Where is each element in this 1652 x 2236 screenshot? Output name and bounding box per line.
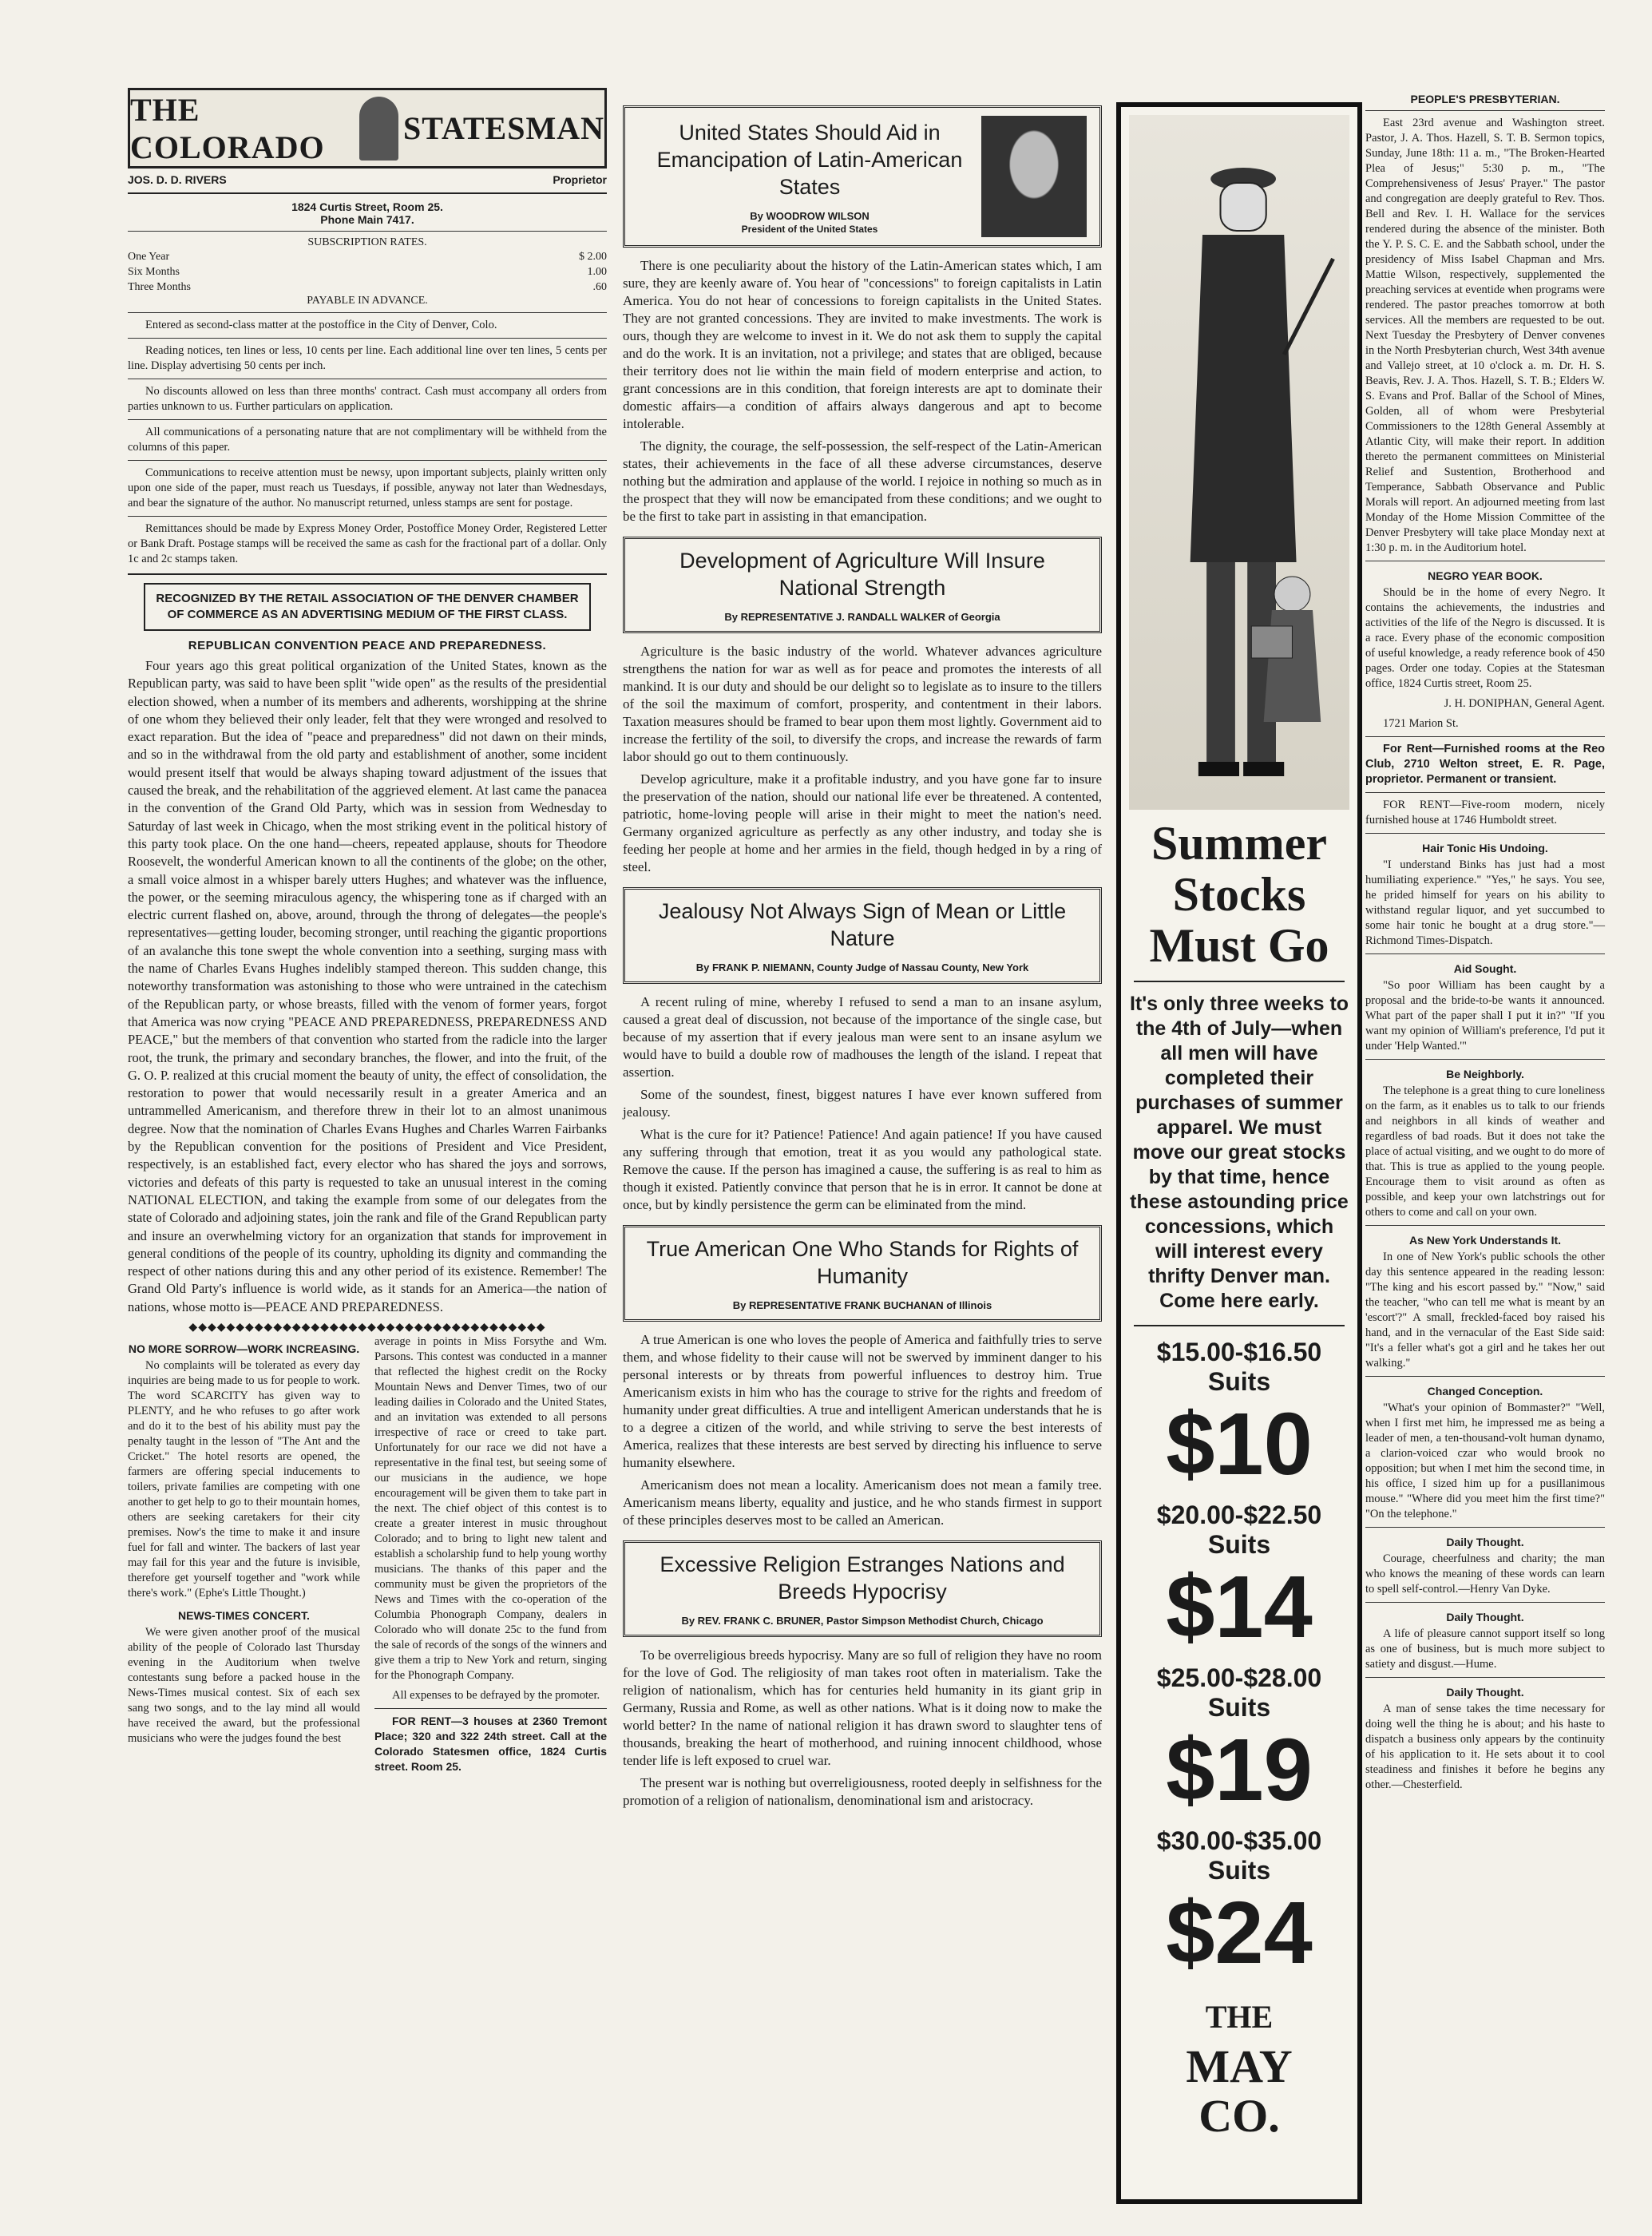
liberty-emblem-icon: [359, 97, 398, 161]
payable-note: PAYABLE IN ADVANCE.: [307, 295, 428, 307]
item: Daily Thought. Courage, cheerfulness and charity; the man who knows the meaning of these words can learn to spell self-control.—Henry Van Dyke.: [1365, 1536, 1605, 1596]
offer: $25.00-$28.00 Suits $19: [1121, 1663, 1357, 1818]
yearbook-text: Should be in the home of every Negro. It contains the achievements, the industries and activities of the life of the Negro is discussed. It is a race. Every phase of the economic composition of useful knowledge, a ready reference book of 450 pages. Order one today. Copies at the Statesman office, 1824 Curtis street, Room 25.: [1365, 586, 1605, 690]
notice: Communications to receive attention must be newsy, upon important subjects, plainly written only upon one side of the paper, must reach us Tuesdays, if possible, anyway not later than Wednesdays, and bear the signature of the author. No manuscript returned, unless stamps are sent for postage.: [128, 466, 607, 509]
article-paragraph: A true American is one who loves the people of America and faithfully tries to serve them, and whose fidelity to their cause will not be swerved by imminent danger to his personal interests or by threats from powerful influences to destroy him. True Americanism exists in him who has the courage to strive for the rights and freedom of humanity under great difficulties. A true and intelligent American understands that he is to a degree a citizen of the world, and while striving to serve the best interests of America, realizes that these interests are best served by directing his influence to serve humanity elsewhere.: [623, 1332, 1102, 1470]
article-paragraph: Some of the soundest, finest, biggest natures I have ever known suffered from jealousy.: [623, 1087, 1102, 1120]
yearbook-heading: NEGRO YEAR BOOK.: [1428, 569, 1543, 582]
proprietor-line: [128, 173, 607, 186]
article-paragraph: Agriculture is the basic industry of the world. Whatever advances agriculture strengthens the nation for war as well as for peace and promotes the interests of all mankind. It is our duty and should be our delight so to legislate as to insure to the tillers of the soil the maximum of comfort, prosperity, and contentment in their labors. Taxation measures should be framed to bear upon them most lightly. Government aid to increase the fertility of the soil, to diversify the crops, and increase the rewards of farm labor should go out to them continuously.: [623, 644, 1102, 764]
recognized-box: RECOGNIZED BY THE RETAIL ASSOCIATION OF THE DENVER CHAMBER OF COMMERCE AS AN ADVERTISING MEDIUM OF THE FIRST CLASS.: [144, 583, 591, 631]
article-paragraph: A recent ruling of mine, whereby I refused to send a man to an insane asylum, caused a great deal of discussion, not because of the importance of the single case, but because of my assertion that if every jealous man were sent to an insane asylum we would have to build a double row of madhouses the length of the island. I repeat that assertion.: [623, 994, 1102, 1080]
rate-row: One Year $ 2.00: [128, 251, 607, 263]
article-header: [623, 887, 1102, 984]
item: Daily Thought. A man of sense takes the time necessary for doing well the thing he is about; and his haste to dispatch a business only appears by the continuity of his application to it. He sets about it to cool steadiness and finishes it before he begins any other.—Chesterfield.: [1365, 1686, 1605, 1791]
left-column: [128, 88, 607, 1779]
offer-price: $14: [1166, 1558, 1313, 1656]
subscription-heading: SUBSCRIPTION RATES.: [307, 236, 427, 248]
rate-row: Three Months .60: [128, 281, 607, 293]
article-title: Development of Agriculture Will Insure National Strength: [679, 549, 1045, 600]
article-header: [623, 1540, 1102, 1637]
notice: Reading notices, ten lines or less, 10 cents per line. Each additional line over ten lines, 5 cents per line. Display advertising 50 cents per inch.: [128, 344, 607, 372]
church-text: East 23rd avenue and Washington street. Pastor, J. A. Thos. Hazell, S. T. B. Sermon topics, Sunday, June 18th: 11 a. m., "The Broken-Hearted Plea of Jesus;" 5:30 p. m., "The Comprehensiveness of Jesus' Prayer." The pastor and congregation are deeply grateful to Rev. Thos. Bell and Rev. I. H. Wallace for the services rendered during the absence of the minister. Both the Y. P. S. C. E. and the Sabbath school, under the presidency of Miss Isabel Chapman and Mrs. Mattie Wilson, respectively, supplemented the preaching services at eventide when programs were rendered. The pastor preaches tomorrow at both services. All the members are requested to be out. Next Tuesday the Presbytery of Denver convenes in the North Presbyterian church, West 34th avenue and Vallejo street, at 10 o'clock a. m. Dr. H. S. Beavis, Rev. J. A. Thos. Hazell, S. T. B.; Elders W. S. Evans and Prof. Ballar of the School of Mines, Golden, all of whom were Presbyterial Commissioners to the 128th General Assembly at Atlantic City, will make their report. In addition thereto the permanent committees on Ministerial Relief and Sustention, Brotherhood and Temperance, Sabbath Observance and Public Morals will report. An adjourned meeting from last Monday of the Home Mission Committee of the Denver Presbytery will take place Monday next at 1:30 p. m. in the Auditorium hotel.: [1365, 117, 1605, 554]
man-and-child-illustration: [1129, 115, 1349, 810]
item: Aid Sought. "So poor William has been caught by a proposal and the bride-to-be wants it announced. What part of the paper shall I put it in?" "If you want my opinion of William's preference, I'd put it under 'Help Wanted.'": [1365, 962, 1605, 1053]
phone: Phone Main 7417.: [320, 213, 414, 226]
article-header: [623, 537, 1102, 633]
concert-text: We were given another proof of the musical ability of the people of Colorado last Thursday evening in the Auditorium when twelve contestants sung before a packed house in the News-Times musical contest. Six of each sex sang two songs, and to the lay mind all would have received the award, but the professional musicians who were the judges found the best: [128, 1625, 360, 1745]
proprietor-name: JOS. D. D. RIVERS: [128, 173, 227, 186]
article-paragraph: The dignity, the courage, the self-possession, the self-respect of the Latin-American states, their achievements in the face of all these adverse circumstances, deserve nothing but the admiration and applause of the world. I rejoice in nothing so much as in the prospect that they will now be emancipated from these conditions; and we ought to be the first to take part in assisting in that emancipation.: [623, 438, 1102, 524]
ad-body: It's only three weeks to the 4th of July—when all men will have completed their purchases of summer apparel. We must move our great stocks by that time, hence these astounding price concessions, which will interest every thrifty Denver man. Come here early.: [1129, 993, 1349, 1312]
divider: ◆◆◆◆◆◆◆◆◆◆◆◆◆◆◆◆◆◆◆◆◆◆◆◆◆◆◆◆◆◆◆◆◆◆◆◆◆◆: [188, 1321, 546, 1334]
article-byline-title: President of the United States: [741, 223, 878, 235]
church-heading: PEOPLE'S PRESBYTERIAN.: [1410, 93, 1560, 105]
middle-column: [623, 88, 1102, 1814]
notice: Remittances should be made by Express Money Order, Postoffice Money Order, Registered Letter or Bank Draft. Postage stamps will be received the same as cash for the fractional part of a dollar. Only 1c and 2c stamps taken.: [128, 522, 607, 565]
address: 1824 Curtis Street, Room 25.: [291, 200, 443, 213]
concert-expenses: All expenses to be defrayed by the promoter.: [392, 1688, 600, 1702]
masthead-title-right: STATESMAN: [402, 110, 604, 146]
yearbook-signature: J. H. DONIPHAN, General Agent.: [1444, 697, 1605, 710]
masthead-title-left: THE COLORADO: [130, 91, 325, 165]
sorrow-text: No complaints will be tolerated as every day inquiries are being made to us for people to work. The word SCARCITY has given way to PLENTY, and he who refuses to go after work and do it to the best of his ability must pay the penalty taught in the lesson of "The Ant and the Cricket." The hotel resorts are opened, the farmers are offering special inducements to toilers, private families are competing with one another to get help to go to their mountain homes, others are seeking caretakers for their city premises. Now's the time to make it and insure fuel for fall and winter. The backers of last year may fail for this year and the future is invisible, therefore get yourself together and "work while there's work." (Ephe's Little Thought.): [128, 1358, 360, 1600]
article-title: Jealousy Not Always Sign of Mean or Little Nature: [658, 899, 1067, 950]
offer: $30.00-$35.00 Suits $24: [1121, 1826, 1357, 1981]
offer-price: $19: [1166, 1721, 1313, 1819]
article-header-wilson: [623, 105, 1102, 248]
notice: No discounts allowed on less than three months' contract. Cash must accompany all orders from parties unknown to us. Further particulars on application.: [128, 385, 607, 413]
ad-headline: Summer Stocks Must Go: [1149, 817, 1329, 972]
article-paragraph: There is one peculiarity about the history of the Latin-American states which, I am sure, they are keenly aware of. You hear of "concessions" to foreign capitalists in Latin America. You do not hear of concessions to foreign capitalists in the United States. They are not granted concessions. They are invited to make investments. The work is ours, though they are welcome to invest in it. We do not ask them to supply the capital and do the work. It is an invitation, not a privilege; and states that are obliged, because their territory does not lie within the main field of modern enterprise and action, to grant concessions are in this condition, that foreign interests are apt to dominate their domestic affairs—a condition of affairs always dangerous and apt to become intolerable.: [623, 258, 1102, 431]
sorrow-heading: NO MORE SORROW—WORK INCREASING.: [128, 1342, 360, 1355]
item: Daily Thought. A life of pleasure cannot support itself so long as one of business, but is much more subject to satiety and disgust.—Hume.: [1365, 1611, 1605, 1671]
notice: Entered as second-class matter at the postoffice in the City of Denver, Colo.: [145, 319, 497, 331]
convention-heading: REPUBLICAN CONVENTION PEACE AND PREPAREDNESS.: [188, 639, 547, 652]
may-co-advertisement: [1116, 102, 1362, 2204]
article-byline: By REPRESENTATIVE FRANK BUCHANAN of Illinois: [732, 1299, 992, 1311]
right-column: [1365, 88, 1605, 1798]
article-paragraph: Develop agriculture, make it a profitable industry, and you have gone far to insure the preservation of the nation, should our national life ever be threatened. A contented, patriotic, home-loving people will arise in their might to meet the nation's need. Germany organized agriculture as perfectly as any other industry, and today she is feeding her people at home and her armies in the field, though hedged in by a ring of steel.: [623, 771, 1102, 874]
article-paragraph: To be overreligious breeds hypocrisy. Many are so full of religion they have no room for the love of God. The religiosity of man takes root often in materialism. Take the religion of nationalism, which has for centuries held humanity in its giant grip in Germany, Russia and Rome, as well as other nations. What is it doing now to make the world better? In the name of national religion it has drawn sword to slaughter tens of thousands, breaking the heart of motherhood, and ruining innocent childhood, whose tender life is left exposed to cruel war.: [623, 1647, 1102, 1768]
offer: $20.00-$22.50 Suits $14: [1121, 1501, 1357, 1655]
item: Be Neighborly. The telephone is a great thing to cure loneliness on the farm, as it enables us to talk to our friends and neighbors in all kinds of weather and regardless of bad roads. But it does not take the place of actual visiting, and we ought to do more of that. This is true as applied to the young people. Encourage them to visit around as often as possible, and keep your own latchstrings out for others to come and call on your own.: [1365, 1068, 1605, 1219]
item: Hair Tonic His Undoing. "I understand Binks has just had a most humiliating experience." "Yes," he says. You see, he prided himself for years on his ability to withstand regular liquor, and yet succumbed to some hair tonic he bought at a drug store."—Richmond Times-Dispatch.: [1365, 842, 1605, 947]
for-rent-notice: FOR RENT—3 houses at 2360 Tremont Place; 320 and 322 24th street. Call at the Colorado Statesmen office, 1824 Curtis street. Room 25.: [374, 1714, 607, 1773]
rates-list: [128, 249, 607, 295]
wilson-portrait: [981, 116, 1087, 237]
proprietor-label: Proprietor: [553, 173, 607, 186]
article-paragraph: The present war is nothing but overreligiousness, rooted deeply in selfishness for the promotion of a religion of nationalism, denominational ism and aristocracy.: [623, 1775, 1102, 1808]
masthead: [128, 88, 607, 168]
item: As New York Understands It. In one of New York's public schools the other day this sentence appeared in the reading lesson: "The king and his escort passed by." "Now," said the teacher, "who can tell me what is meant by an 'escort'?" A small, freckled-faced boy raised his hand, and in the vernacular of the East Side said: "It's a feller what's got a girl and he takes her out walking.": [1365, 1234, 1605, 1370]
convention-text: Four years ago this great political organization of the United States, known as the Republican party, was said to have been split "wide open" as the results of the presidential election showed, when a number of its members and adherents, worshipping at the shrine of one whom they believed their only leader, felt that they were wronged and resolved to exact reparation. But the idea of "peace and preparedness" did not dawn on their minds, and so in the withdrawal from the old party and establishment of another, some incident would present itself that would be always shaping toward adjustment of the issues that caused the break, and the rehabilitation of the aggrieved element. At last came the panacea in the convention of the Grand Old Party, which was in session from Wednesday to Saturday of last week in Chicago, when the most striking event in the political history of this party took place. On the one hand—cheers, repeated applause, shouts for Theodore Roosevelt, the wonderful American known to all the continents of the globe; on the other, a small voice almost in a whisper barely utters Hughes; and whatever was the influence, the power, or the seeming miraculous agency, the whispering tone as if charged with an electric current flashed on, above, around, through the throng of delegates—the people's representatives—getting louder, becoming stronger, until reaching the gigantic proportions of an avalanche this tone swept the whole convention into a seething, surging mass with the name of Charles Evans Hughes indelibly stamped thereon. This sudden change, this noteworthy transformation was astonishing to those who were untrained in the catechism of the Republican party, or whose breasts, filled with the venom of former years, forgot that America was now crying "PEACE AND PREPAREDNESS, PREPAREDNESS AND PEACE," but the members of that convention who started from the radicle into the larger root, the trunk, the primary and secondary branches, the flower, and into the fruit, of the G. O. P. realized at this crucial moment the beauty of unity, the effect of consolidation, the restoration to power that would necessarily result in a greater America and an untrammelled Americanism, and therefore threw in their lot to an almost unanimous degree. Now that the nomination of Charles Evans Hughes and Charles Warren Fairbanks by the Republican convention for the positions of President and Vice President, respectively, is an established fact, every elector who has shared the joys and sorrows, victories and defeats of this party is requested to take an unusual interest in the coming NATIONAL ELECTION, and taking the example from some of our delegates from the state of Colorado and adjoining states, join the rank and file of the Grand Republican party and insure an overwhelming victory for an organization that stands for improvement in general conditions of the people of its country, upholding its dignity and commanding the respect of other nations during this and any other period of its existence. Remember! The Grand Old Party's influence is world wide, as it stands for an America—the nation of nations, whose motto is—PEACE AND PREPAREDNESS.: [128, 658, 607, 1314]
article-byline: By WOODROW WILSON: [750, 209, 870, 222]
offer: $15.00-$16.50 Suits $10: [1121, 1338, 1357, 1493]
article-paragraph: What is the cure for it? Patience! Patience! And again patience! If you have caused any suffering through that emotion, treat it as you would any pathological state. Remove the cause. If the person has imagined a cause, the suffering is as real to him as though it existed. Patiently convince that person that he is in error. It cannot be done at once, but by kindly persistence the germ can be eliminated from the mind.: [623, 1127, 1102, 1212]
article-byline: By REV. FRANK C. BRUNER, Pastor Simpson Methodist Church, Chicago: [681, 1615, 1044, 1627]
offer-price: $24: [1166, 1884, 1313, 1982]
offer-price: $10: [1166, 1395, 1313, 1493]
rent-notice: FOR RENT—Five-room modern, nicely furnished house at 1746 Humboldt street.: [1365, 799, 1605, 827]
article-title: True American One Who Stands for Rights of Humanity: [646, 1237, 1079, 1288]
article-byline: By FRANK P. NIEMANN, County Judge of Nassau County, New York: [695, 961, 1029, 973]
article-paragraph: Americanism does not mean a locality. Americanism does not mean a family tree. Americanism means liberty, equality and justice, and he who stands firmest in support of these principles deserves most to be called an American.: [623, 1477, 1102, 1528]
article-byline: By REPRESENTATIVE J. RANDALL WALKER of Georgia: [724, 611, 1000, 623]
concert-continued: average in points in Miss Forsythe and Wm. Parsons. This contest was conducted in a manner that reflected the highest credit on the Rocky Mountain News and Denver Times, two of our leading dailies in Colorado and the United States, and an invitation was extended to all persons irrespective of race or creed to take part. Unfortunately for our race we did not have a representative in the final test, but seeing some of our musicians in the audience, we hope encouragement will be given them to take part in the next. The chief object of this contest is to create a greater interest in music throughout Colorado; and to bring to light new talent and establish a scholarship fund to help young worthy musicians. The thanks of this paper and the community must be given the proprietors of the News and Times with the co-operation of the Columbia Phonograph Company, dealers in Colorado who will donate 25c to the fund from the sale of records of the songs of the winners and give them a trip to New York and return, singing for the Phonograph Company.: [374, 1334, 607, 1682]
article-title: Excessive Religion Estranges Nations and Breeds Hypocrisy: [660, 1552, 1065, 1604]
article-title: United States Should Aid in Emancipation of Latin-American States: [656, 120, 963, 199]
concert-heading: NEWS-TIMES CONCERT.: [178, 1608, 310, 1622]
rent-notice: For Rent—Furnished rooms at the Reo Club, 2710 Welton street, E. R. Page, proprietor. Permanent or transient.: [1365, 743, 1605, 786]
article-header: [623, 1225, 1102, 1322]
store-name: THE MAY CO.: [1186, 1999, 1293, 2142]
yearbook-address: 1721 Marion St.: [1383, 717, 1459, 730]
rate-row: Six Months 1.00: [128, 266, 607, 278]
notice: All communications of a personating nature that are not complimentary will be withheld from the columns of this paper.: [128, 426, 607, 454]
item: Changed Conception. "What's your opinion of Bommaster?" "Well, when I first met him, he impressed me as being a leader of men, a ten-thousand-volt human dynamo, a clarion-voiced czar who would brook no opposition; but when I met him the second time, in his office, I sized him up for a pusillanimous mouse." "Where did you meet him the first time?" "On the telephone.": [1365, 1385, 1605, 1520]
